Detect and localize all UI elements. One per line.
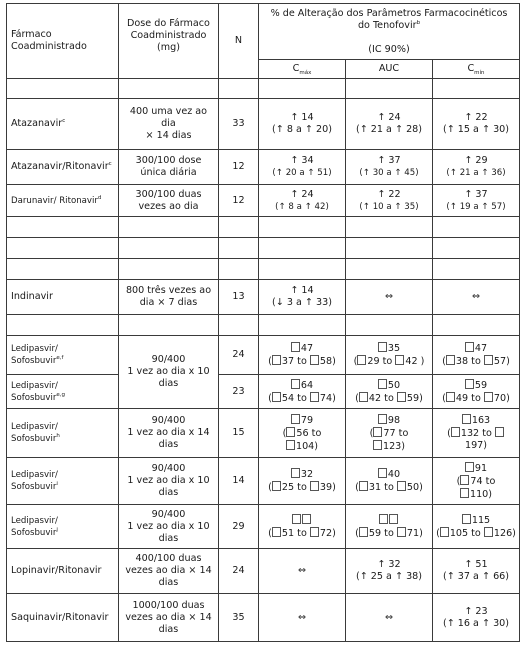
header-cmin: $C_{mín}$ (433, 60, 520, 79)
auc-cell: ⇔ (346, 280, 433, 315)
dose-cell: 300/100 duas vezes ao dia (119, 185, 219, 217)
drug-cell: Darunavir/ Ritonavir$^d$ (7, 185, 119, 217)
cmax-cell: 64 ( 54 to 74) (259, 375, 346, 409)
blank-row (7, 217, 520, 238)
drug-cell: Indinavir (7, 280, 119, 315)
drug-cell: Ledipasvir/ Sofosbuvir$^{e,g}$ (7, 375, 119, 409)
pk-table (6, 3, 520, 642)
table-row (7, 280, 520, 315)
drug-cell: Lopinavir/Ritonavir (7, 549, 119, 594)
cmin-cell: 163 ( 132 to 197) (433, 409, 520, 458)
cmax-cell: ↑ 34 (↑ 20 a ↑ 51) (259, 150, 346, 185)
n-cell: 12 (219, 150, 259, 185)
dose-cell: 400/100 duas vezes ao dia × 14 dias (119, 549, 219, 594)
auc-cell: ↑ 24 (↑ 21 a ↑ 28) (346, 99, 433, 150)
dose-cell: 90/400 1 vez ao dia x 10 dias (119, 458, 219, 505)
drug-cell: Ledipasvir/ Sofosbuvir$^j$ (7, 505, 119, 549)
auc-cell: ↑ 32 (↑ 25 a ↑ 38) (346, 549, 433, 594)
dose-cell: 300/100 dose única diária (119, 150, 219, 185)
blank-row (7, 238, 520, 259)
n-cell: 13 (219, 280, 259, 315)
auc-cell: ↑ 22 (↑ 10 a ↑ 35) (346, 185, 433, 217)
cmax-cell: ⇔ (259, 549, 346, 594)
dose-cell: 90/400 1 vez ao dia x 10 dias (119, 336, 219, 409)
cmax-cell: ( 51 to 72) (259, 505, 346, 549)
cmax-cell: 79 ( 56 to 104) (259, 409, 346, 458)
cmax-cell: 47 ( 37 to 58) (259, 336, 346, 375)
drug-cell: Saquinavir/Ritonavir (7, 594, 119, 642)
dose-cell: 800 três vezes ao dia × 7 dias (119, 280, 219, 315)
n-cell: 12 (219, 185, 259, 217)
table-row (7, 458, 520, 505)
cmax-cell: 32 ( 25 to 39) (259, 458, 346, 505)
table-row (7, 185, 520, 217)
table-row (7, 505, 520, 549)
table-row (7, 409, 520, 458)
cmin-cell: ↑ 37 (↑ 19 a ↑ 57) (433, 185, 520, 217)
n-cell: 14 (219, 458, 259, 505)
n-cell: 29 (219, 505, 259, 549)
drug-cell: Ledipasvir/ Sofosbuvir$^h$ (7, 409, 119, 458)
header-drug: Fármaco Coadministrado (7, 4, 119, 79)
auc-cell: 50 ( 42 to 59) (346, 375, 433, 409)
table-row (7, 336, 520, 375)
table-row (7, 99, 520, 150)
cmin-cell: 115 ( 105 to 126) (433, 505, 520, 549)
dose-cell: 90/400 1 vez ao dia x 10 dias (119, 505, 219, 549)
table-row (7, 375, 520, 409)
n-cell: 15 (219, 409, 259, 458)
auc-cell: ↑ 37 (↑ 30 a ↑ 45) (346, 150, 433, 185)
auc-cell: 35 ( 29 to 42 ) (346, 336, 433, 375)
blank-row (7, 315, 520, 336)
cmax-cell: ↑ 14 (↓ 3 a ↑ 33) (259, 280, 346, 315)
n-cell: 35 (219, 594, 259, 642)
header-row (7, 4, 520, 60)
dose-cell: 1000/100 duas vezes ao dia × 14 dias (119, 594, 219, 642)
header-dose: Dose do Fármaco Coadministrado (mg) (119, 4, 219, 79)
cmin-cell: ↑ 29 (↑ 21 a ↑ 36) (433, 150, 520, 185)
n-cell: 24 (219, 336, 259, 375)
drug-cell: Ledipasvir/ Sofosbuvir$^i$ (7, 458, 119, 505)
auc-cell: 40 ( 31 to 50) (346, 458, 433, 505)
cmax-cell: ↑ 14 (↑ 8 a ↑ 20) (259, 99, 346, 150)
cmin-cell: ↑ 51 (↑ 37 a ↑ 66) (433, 549, 520, 594)
auc-cell: ⇔ (346, 594, 433, 642)
header-cmax: $C_{máx}$ (259, 60, 346, 79)
cmin-cell: 59 ( 49 to 70) (433, 375, 520, 409)
header-auc: AUC (346, 60, 433, 79)
cmin-cell: ↑ 23 (↑ 16 a ↑ 30) (433, 594, 520, 642)
cmin-cell: 47 ( 38 to 57) (433, 336, 520, 375)
cmax-cell: ↑ 24 (↑ 8 a ↑ 42) (259, 185, 346, 217)
cmin-cell: ↑ 22 (↑ 15 a ↑ 30) (433, 99, 520, 150)
dose-cell: 400 uma vez ao dia × 14 dias (119, 99, 219, 150)
table-row (7, 150, 520, 185)
drug-cell: Ledipasvir/ Sofosbuvir$^{e,f}$ (7, 336, 119, 375)
blank-row (7, 79, 520, 99)
header-n: N (219, 4, 259, 79)
cmin-cell: 91 ( 74 to 110) (433, 458, 520, 505)
drug-cell: Atazanavir/Ritonavir$^c$ (7, 150, 119, 185)
header-pct: % de Alteração dos Parâmetros Farmacocinéticos do Tenofovir$^b$ (IC 90%) (259, 4, 520, 60)
drug-cell: Atazanavir$^c$ (7, 99, 119, 150)
n-cell: 23 (219, 375, 259, 409)
table-row (7, 594, 520, 642)
auc-cell: ( 59 to 71) (346, 505, 433, 549)
blank-row (7, 259, 520, 280)
n-cell: 33 (219, 99, 259, 150)
table-row (7, 549, 520, 594)
auc-cell: 98 ( 77 to 123) (346, 409, 433, 458)
cmax-cell: ⇔ (259, 594, 346, 642)
cmin-cell: ⇔ (433, 280, 520, 315)
dose-cell: 90/400 1 vez ao dia x 14 dias (119, 409, 219, 458)
n-cell: 24 (219, 549, 259, 594)
